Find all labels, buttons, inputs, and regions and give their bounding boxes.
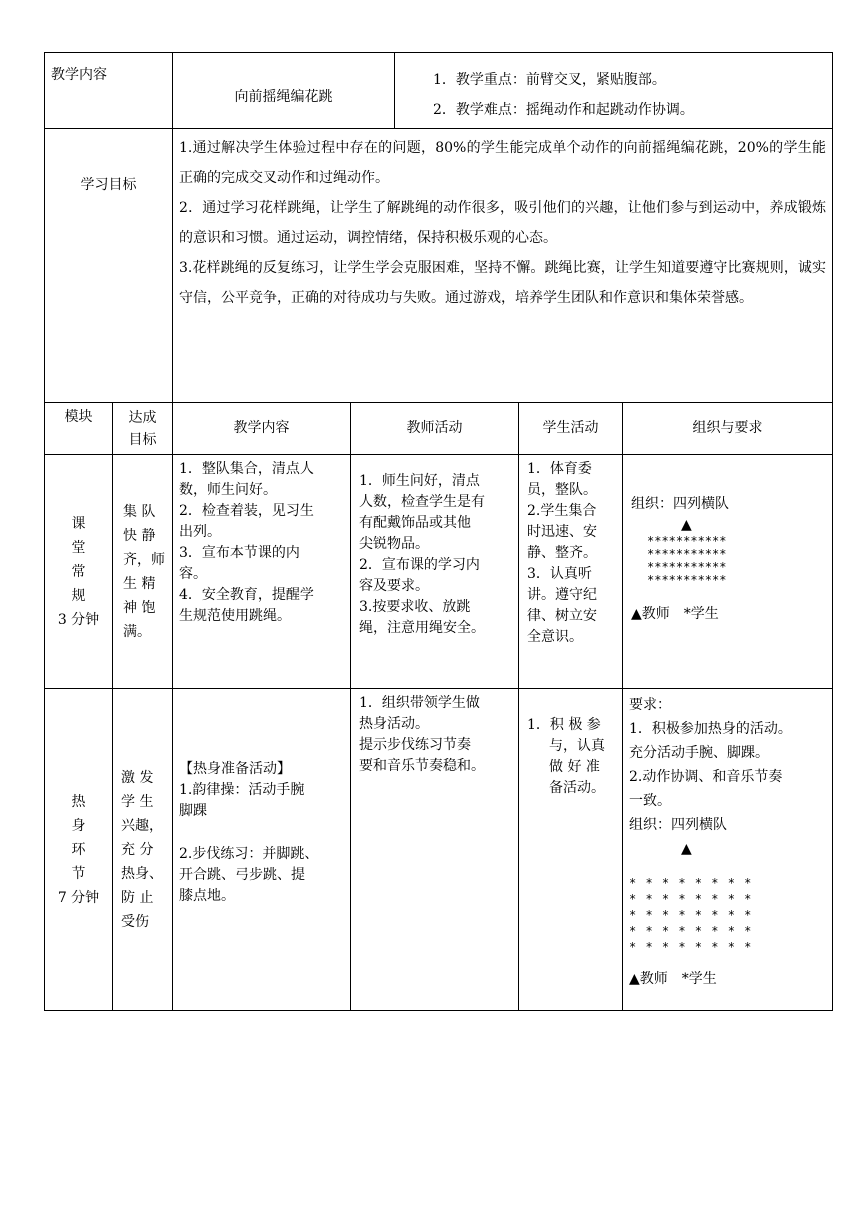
student-line: 员，整队。 (527, 482, 597, 498)
teacher-line: 有配戴饰品或其他 (359, 515, 471, 531)
target-line: 兴趣， (121, 817, 163, 834)
module-duration: 7 分钟 (57, 889, 100, 906)
requirement-line: 充分活动手腕、脚踝。 (629, 745, 769, 761)
module-char: 身 (71, 817, 86, 834)
lesson-header-table (44, 52, 833, 403)
org-legend: ▲教师 *学生 (629, 971, 717, 987)
lesson-module-table (44, 402, 833, 1011)
col-header-target-line: 达成 (128, 410, 157, 426)
teacher-line: 热身活动。 (359, 716, 429, 732)
target-cell (113, 689, 173, 1011)
content-line: 生规范使用跳绳。 (179, 608, 291, 624)
target-line: 生 精 (123, 575, 156, 592)
org-label: 组织：四列横队 (629, 817, 727, 833)
content-line: 2.步伐练习：并脚跳、 (179, 846, 319, 862)
module-duration: 3 分钟 (57, 611, 100, 628)
target-line: 学 生 (121, 793, 154, 810)
target-line: 热身、 (121, 865, 163, 882)
teacher-marker-icon: ▲ (681, 517, 692, 533)
student-line: 备活动。 (549, 780, 605, 796)
goals-body (173, 129, 833, 403)
formation-row: * * * * * * * * (629, 892, 753, 906)
student-line: 与，认真 (549, 738, 605, 754)
content-line: 脚踝 (179, 803, 207, 819)
teacher-marker-icon: ▲ (681, 841, 692, 857)
content-line: 膝点地。 (179, 888, 235, 904)
goal-item: 3.花样跳绳的反复练习，让学生学会克服困难，坚持不懈。跳绳比赛，让学生知道要遵守比赛规则，诚实守信，公平竞争，正确的对待成功与失败。通过游戏，培养学生团队和作意识和集体荣誉感。 (179, 260, 826, 306)
target-line: 充 分 (121, 841, 154, 858)
teacher-cell (351, 689, 519, 1011)
requirement-line: 2.动作协调、和音乐节奏 (629, 769, 783, 785)
goal-item: 1.通过解决学生体验过程中存在的问题，80%的学生能完成单个动作的向前摇绳编花跳，20%的学生能正确的完成交叉动作和过绳动作。 (179, 140, 826, 186)
module-row-routine (45, 455, 833, 689)
key-points (395, 53, 833, 129)
student-line: 全意识。 (527, 629, 583, 645)
student-line: 2.学生集合 (527, 503, 597, 519)
content-label: 教学内容 (45, 53, 173, 129)
content-line: 容。 (179, 566, 207, 582)
student-line: 律、树立安 (527, 608, 597, 624)
content-line: 3．宣布本节课的内 (179, 545, 300, 561)
teacher-line: 3.按要求收、放跳 (359, 599, 471, 615)
teacher-line: 要和音乐节奏稳和。 (359, 758, 485, 774)
teacher-line: 容及要求。 (359, 578, 429, 594)
content-line: 1．整队集合，清点人 (179, 461, 314, 477)
target-line: 神 饱 (123, 599, 156, 616)
content-line: 出列。 (179, 524, 221, 540)
content-line: 开合跳、弓步跳、提 (179, 867, 305, 883)
target-line: 满。 (123, 623, 151, 640)
formation-row: * * * * * * * * (629, 876, 753, 890)
module-char: 常 (71, 563, 86, 580)
teacher-cell (351, 455, 519, 689)
student-line: 时迅速、安 (527, 524, 597, 540)
org-label: 组织：四列横队 (631, 496, 729, 512)
teacher-line: 1．师生问好，清点 (359, 473, 480, 489)
target-line: 激 发 (121, 769, 154, 786)
formation-row: *********** (647, 547, 727, 561)
teacher-line: 提示步伐练习节奏 (359, 737, 471, 753)
col-header-module: 模块 (45, 403, 113, 455)
target-line: 快 静 (123, 527, 156, 544)
organization-cell (623, 689, 833, 1011)
content-line: 【热身准备活动】 (179, 761, 291, 777)
goal-item: 2．通过学习花样跳绳，让学生了解跳绳的动作很多，吸引他们的兴趣，让他们参与到运动中，养成锻炼的意识和习惯。通过运动，调控情绪，保持积极乐观的心态。 (179, 200, 826, 246)
content-line: 数，师生问好。 (179, 482, 277, 498)
formation-row: *********** (647, 560, 727, 574)
module-char: 环 (71, 841, 86, 858)
module-name (45, 455, 113, 689)
requirement-line: 一致。 (629, 793, 671, 809)
module-char: 堂 (71, 539, 86, 556)
col-header-organization: 组织与要求 (623, 403, 833, 455)
organization-cell (623, 455, 833, 689)
content-line: 4．安全教育，提醒学 (179, 587, 314, 603)
col-header-teacher: 教师活动 (351, 403, 519, 455)
module-char: 节 (71, 865, 86, 882)
module-row-warmup (45, 689, 833, 1011)
student-line: 1．积 极 参 (527, 717, 601, 733)
target-line: 受伤 (121, 913, 149, 930)
target-line: 齐，师 (123, 551, 165, 568)
student-line: 讲。遵守纪 (527, 587, 597, 603)
content-line (179, 822, 344, 844)
content-cell (173, 689, 351, 1011)
student-formation (631, 535, 826, 587)
teacher-line: 1．组织带领学生做 (359, 695, 480, 711)
module-char: 热 (71, 793, 86, 810)
content-value: 向前摇绳编花跳 (173, 53, 395, 129)
col-header-target-line: 目标 (128, 432, 157, 448)
teacher-line: 尖锐物品。 (359, 536, 429, 552)
student-line: 3．认真听 (527, 566, 592, 582)
formation-row: * * * * * * * * (629, 940, 753, 954)
content-line: 2．检查着装，见习生 (179, 503, 314, 519)
student-cell (519, 689, 623, 1011)
col-header-content: 教学内容 (173, 403, 351, 455)
formation-row: *********** (647, 573, 727, 587)
difficulty-text: 2．教学难点：摇绳动作和起跳动作协调。 (433, 102, 694, 118)
target-line: 集 队 (123, 503, 156, 520)
requirements-label: 要求： (629, 697, 671, 713)
student-line: 1．体育委 (527, 461, 592, 477)
student-formation (629, 875, 828, 955)
student-line: 做 好 准 (549, 759, 600, 775)
student-cell (519, 455, 623, 689)
requirement-line: 1．积极参加热身的活动。 (629, 721, 792, 737)
target-line: 防 止 (121, 889, 154, 906)
col-header-target (113, 403, 173, 455)
module-char: 规 (71, 587, 86, 604)
teacher-line: 2．宣布课的学习内 (359, 557, 480, 573)
lesson-plan-sheet (44, 52, 832, 1011)
content-line: 1.韵律操：活动手腕 (179, 782, 305, 798)
formation-row: * * * * * * * * (629, 924, 753, 938)
teacher-line: 绳，注意用绳安全。 (359, 620, 485, 636)
org-legend: ▲教师 *学生 (631, 606, 719, 622)
target-cell (113, 455, 173, 689)
goals-label: 学习目标 (45, 129, 173, 403)
formation-row: *********** (647, 534, 727, 548)
key-point-text: 1．教学重点：前臂交叉，紧贴腹部。 (433, 72, 666, 88)
content-cell (173, 455, 351, 689)
student-line: 静、整齐。 (527, 545, 597, 561)
formation-row: * * * * * * * * (629, 908, 753, 922)
teacher-line: 人数，检查学生是有 (359, 494, 485, 510)
module-name (45, 689, 113, 1011)
col-header-student: 学生活动 (519, 403, 623, 455)
module-char: 课 (71, 515, 86, 532)
